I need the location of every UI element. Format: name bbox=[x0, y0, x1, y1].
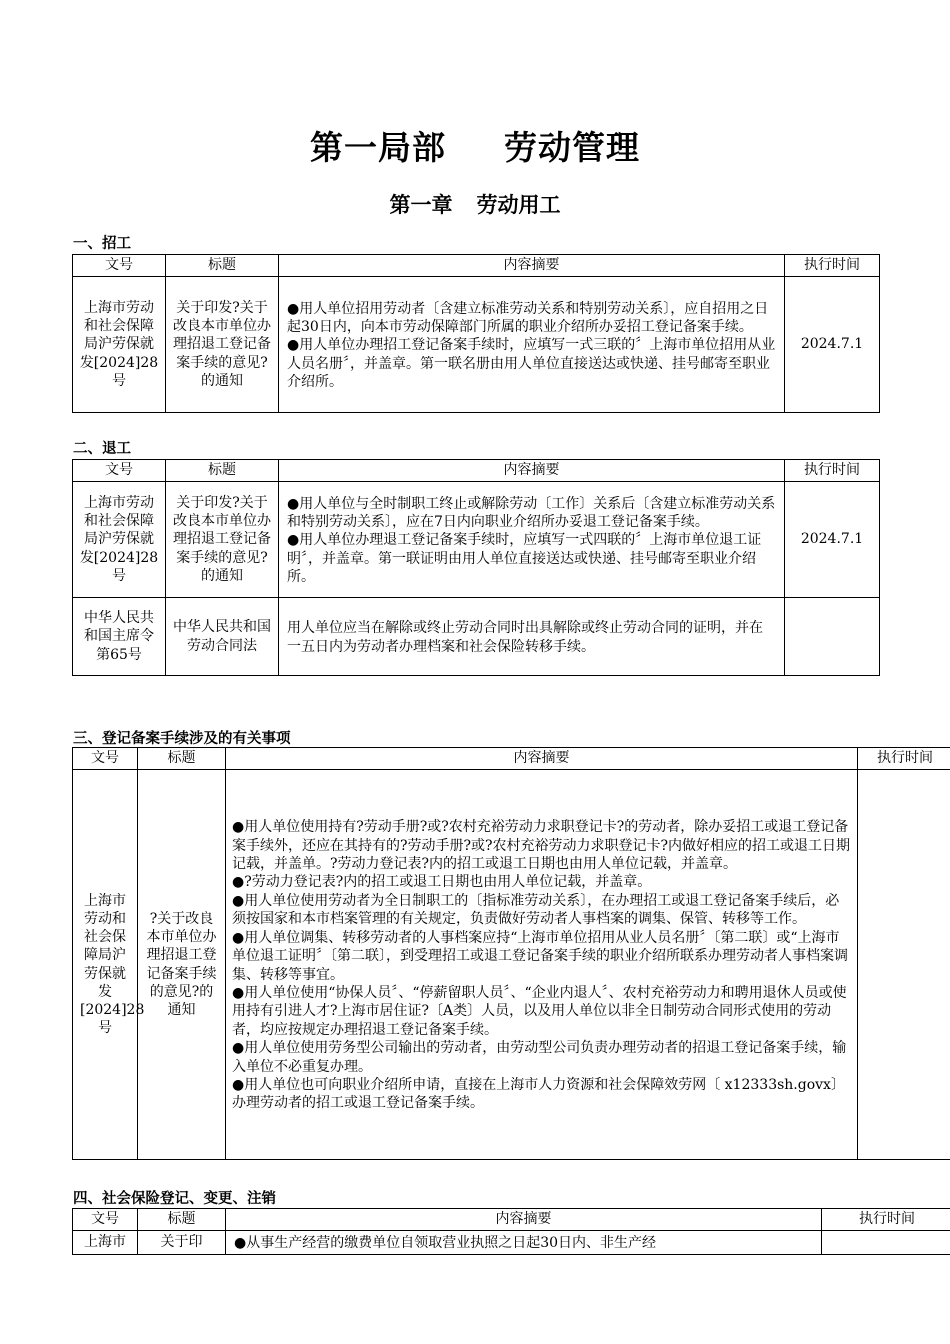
section-heading-resignation: 二、退工 bbox=[73, 441, 131, 457]
chapter-title-right: 劳动用工 bbox=[476, 193, 561, 217]
summary-paragraph: ●用人单位与全时制职工终止或解除劳动〔工作〕关系后〔含建立标准劳动关系和特别劳动关系〕，应在7日内向职业介绍所办妥退工登记备案手续。 bbox=[287, 495, 776, 531]
content-summary bbox=[226, 1231, 822, 1255]
table-row bbox=[73, 277, 880, 413]
effective-date bbox=[822, 1231, 950, 1255]
header-date: 执行时间 bbox=[785, 255, 880, 277]
hiring-table bbox=[72, 254, 880, 413]
part-title-left: 第一局部 bbox=[310, 128, 446, 167]
header-date: 执行时间 bbox=[858, 748, 950, 770]
doc-title: 关于印 bbox=[138, 1231, 226, 1255]
summary-paragraph: ●用人单位招用劳动者〔含建立标准劳动关系和特别劳动关系〕，应自招用之日起30日内，向本市劳动保障部门所属的职业介绍所办妥招工登记备案手续。 bbox=[287, 300, 769, 336]
registration-matters-table bbox=[72, 747, 950, 1160]
summary-paragraph: ●用人单位使用“协保人员〞、“停薪留职人员〞、“企业内退人〞、农村充裕劳动力和聘用退休人员或使用持有引进人才?上海市居住证?〔A类〕人员，以及用人单位以非全日制劳动合同形式使用的劳动者，均应按规定办理招退工登记备案手续。 bbox=[232, 984, 847, 1038]
table-header-row bbox=[73, 255, 880, 277]
effective-date: 2024.7.1 bbox=[785, 482, 880, 598]
table-row bbox=[73, 770, 950, 1160]
content-summary bbox=[279, 277, 785, 413]
table-header-row bbox=[73, 748, 950, 770]
doc-title: ?关于改良本市单位办理招退工登记备案手续的意见?的通知 bbox=[138, 770, 226, 1160]
part-title-right: 劳动管理 bbox=[504, 128, 640, 167]
doc-number: 上海市 bbox=[73, 1231, 138, 1255]
header-doc: 文号 bbox=[73, 460, 166, 482]
effective-date: 2024.7.1 bbox=[785, 277, 880, 413]
doc-number: 中华人民共和国主席令第65号 bbox=[73, 598, 166, 676]
chapter-title-left: 第一章 bbox=[389, 193, 453, 217]
table-header-row bbox=[73, 1209, 950, 1231]
header-doc: 文号 bbox=[73, 748, 138, 770]
section-heading-hiring: 一、招工 bbox=[73, 236, 131, 252]
header-date: 执行时间 bbox=[785, 460, 880, 482]
header-summary: 内容摘要 bbox=[279, 460, 785, 482]
doc-title: 中华人民共和国劳动合同法 bbox=[166, 598, 279, 676]
header-summary: 内容摘要 bbox=[226, 748, 858, 770]
table-row bbox=[73, 1231, 950, 1255]
header-title: 标题 bbox=[166, 460, 279, 482]
doc-number: 上海市劳动和社会保障局沪劳保就发[2024]28号 bbox=[73, 277, 166, 413]
summary-paragraph: ●用人单位使用劳务型公司输出的劳动者，由劳动型公司负责办理劳动者的招退工登记备案手续，输入单位不必重复办理。 bbox=[232, 1040, 847, 1075]
header-date: 执行时间 bbox=[822, 1209, 950, 1231]
part-title bbox=[0, 122, 950, 169]
content-summary bbox=[279, 482, 785, 598]
content-summary bbox=[226, 770, 858, 1160]
doc-number: 上海市劳动和社会保障局沪劳保就发[2024]28号 bbox=[73, 482, 166, 598]
section-heading-social-insurance: 四、社会保险登记、变更、注销 bbox=[73, 1191, 276, 1207]
content-summary bbox=[279, 598, 785, 676]
doc-title: 关于印发?关于改良本市单位办理招退工登记备案手续的意见?的通知 bbox=[166, 277, 279, 413]
header-doc: 文号 bbox=[73, 1209, 138, 1231]
header-title: 标题 bbox=[138, 1209, 226, 1231]
header-title: 标题 bbox=[166, 255, 279, 277]
social-insurance-table bbox=[72, 1208, 950, 1255]
summary-paragraph: ●从事生产经营的缴费单位自领取营业执照之日起30日内、非生产经 bbox=[234, 1235, 657, 1252]
doc-title: 关于印发?关于改良本市单位办理招退工登记备案手续的意见?的通知 bbox=[166, 482, 279, 598]
table-row bbox=[73, 482, 880, 598]
chapter-title bbox=[0, 189, 950, 219]
header-title: 标题 bbox=[138, 748, 226, 770]
summary-paragraph: ●用人单位办理退工登记备案手续时，应填写一式四联的〞上海市单位退工证明〞，并盖章。第一联证明由用人单位直接送达或快递、挂号邮寄至职业介绍所。 bbox=[287, 532, 762, 585]
summary-paragraph: ●用人单位办理招工登记备案手续时，应填写一式三联的〞上海市单位招用从业人员名册〞，并盖章。第一联名册由用人单位直接送达或快递、挂号邮寄至职业介绍所。 bbox=[287, 337, 776, 390]
summary-paragraph: ●用人单位也可向职业介绍所申请，直接在上海市人力资源和社会保障效劳网〔 x12333sh.govx〕办理劳动者的招工或退工登记备案手续。 bbox=[232, 1076, 845, 1112]
summary-paragraph: 用人单位应当在解除或终止劳动合同时出具解除或终止劳动合同的证明，并在一五日内为劳动者办理档案和社会保险转移手续。 bbox=[287, 620, 763, 655]
effective-date bbox=[785, 598, 880, 676]
table-row bbox=[73, 598, 880, 676]
summary-paragraph: ●用人单位使用持有?劳动手册?或?农村充裕劳动力求职登记卡?的劳动者，除办妥招工或退工登记备案手续外，还应在其持有的?劳动手册?或?农村充裕劳动力求职登记卡?内做好相应的招工或退工日期记载，并盖单。?劳动力登记表?内的招工或退工日期也由用人单位记载，并盖章。 bbox=[232, 819, 851, 873]
resignation-table bbox=[72, 459, 880, 676]
summary-paragraph: ●用人单位使用劳动者为全日制职工的〔指标准劳动关系〕，在办理招工或退工登记备案手续后，必须按国家和本市档案管理的有关规定，负责做好劳动者人事档案的调集、保管、转移等工作。 bbox=[232, 892, 840, 928]
summary-paragraph: ●?劳动力登记表?内的招工或退工日期也由用人单位记载，并盖章。 bbox=[232, 874, 652, 891]
header-summary: 内容摘要 bbox=[279, 255, 785, 277]
header-doc: 文号 bbox=[73, 255, 166, 277]
table-header-row bbox=[73, 460, 880, 482]
doc-number: 上海市劳动和社会保障局沪劳保就发[2024]28号 bbox=[73, 770, 138, 1160]
summary-paragraph: ●用人单位调集、转移劳动者的人事档案应持“上海市单位招用从业人员名册〞〔第二联〕或“上海市单位退工证明〞〔第二联〕，到受理招工或退工登记备案手续的职业介绍所联系办理劳动者人事档案调集、转移等事宜。 bbox=[232, 929, 848, 983]
section-heading-registration-matters: 三、登记备案手续涉及的有关事项 bbox=[73, 731, 291, 747]
effective-date bbox=[858, 770, 950, 1160]
header-summary: 内容摘要 bbox=[226, 1209, 822, 1231]
